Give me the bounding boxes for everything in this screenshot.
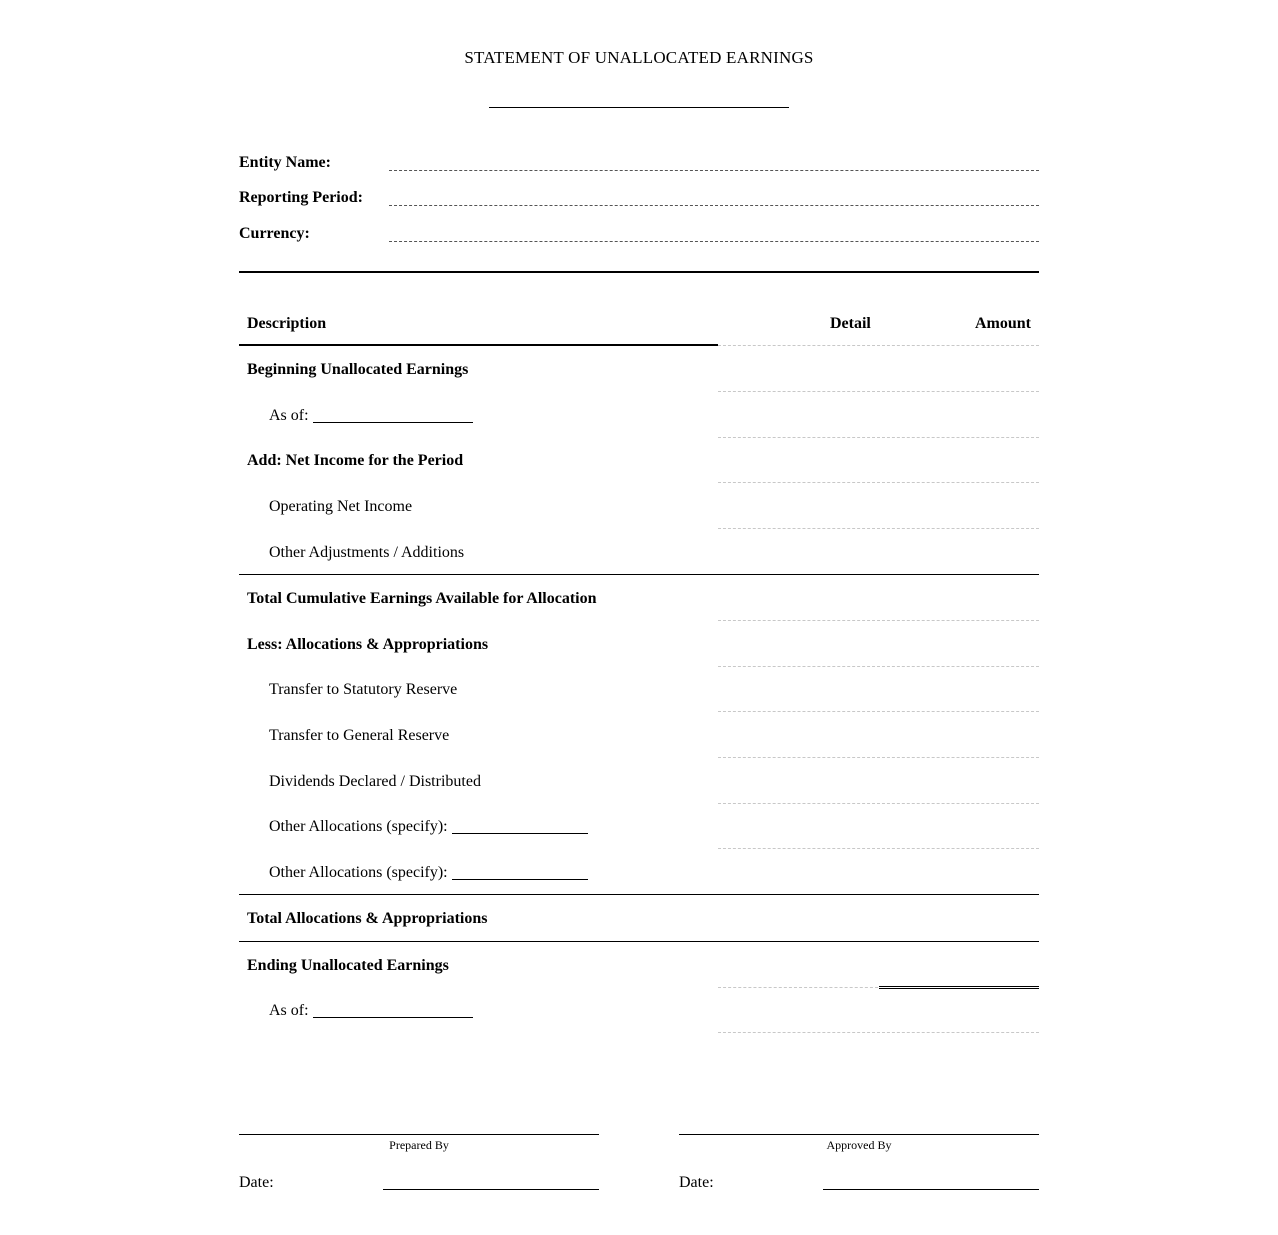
row-label: Total Allocations & Appropriations [247, 910, 488, 927]
prepared-date-line[interactable] [383, 1189, 599, 1190]
as-of-label: As of: [269, 1002, 309, 1019]
column-amount: Amount [975, 315, 1032, 332]
row-label: Dividends Declared / Distributed [269, 773, 481, 790]
row-label: Transfer to General Reserve [269, 727, 450, 744]
other-allocation-label: Other Allocations (specify): [269, 864, 448, 881]
amount-line[interactable] [718, 620, 1039, 621]
statement-form [239, 0, 1039, 1235]
document-title: STATEMENT OF UNALLOCATED EARNINGS [464, 48, 814, 67]
row-label [269, 864, 588, 882]
row-label: Beginning Unallocated Earnings [247, 361, 469, 378]
reporting-period-label: Reporting Period: [239, 189, 363, 206]
specify-blank[interactable] [452, 879, 588, 880]
amount-line[interactable] [718, 391, 1039, 392]
entity-name-row [239, 154, 1039, 178]
currency-field[interactable] [389, 241, 1039, 242]
table-row [239, 498, 1039, 544]
row-label: Ending Unallocated Earnings [247, 957, 449, 974]
amount-line[interactable] [718, 528, 1039, 529]
row-label: Add: Net Income for the Period [247, 452, 464, 469]
approved-by-caption: Approved By [826, 1138, 892, 1152]
amount-line[interactable] [718, 482, 1039, 483]
row-label: Less: Allocations & Appropriations [247, 636, 489, 653]
table-row [239, 407, 1039, 453]
amount-line[interactable] [718, 848, 1039, 849]
total-divider [239, 941, 1039, 942]
ending-total-double-underline [879, 986, 1039, 989]
amount-line[interactable] [718, 666, 1039, 667]
table-row [239, 681, 1039, 727]
row-label: Transfer to Statutory Reserve [269, 681, 458, 698]
table-row [239, 1002, 1039, 1048]
reporting-period-field[interactable] [389, 205, 1039, 206]
table-row [239, 452, 1039, 498]
prepared-by-signature-line[interactable] [239, 1134, 599, 1135]
row-label [269, 818, 588, 836]
subtotal-divider [239, 894, 1039, 895]
table-row [239, 910, 1039, 956]
as-of-blank[interactable] [313, 1017, 473, 1018]
amount-line[interactable] [718, 757, 1039, 758]
column-description: Description [247, 315, 327, 332]
table-row [239, 773, 1039, 819]
other-allocation-label: Other Allocations (specify): [269, 818, 448, 835]
approved-by-signature-line[interactable] [679, 1134, 1039, 1135]
table-row [239, 818, 1039, 864]
subtotal-divider [239, 574, 1039, 575]
reporting-period-row [239, 189, 1039, 213]
amount-line[interactable] [718, 803, 1039, 804]
row-label: Operating Net Income [269, 498, 413, 515]
header-divider [239, 271, 1039, 273]
table-row [239, 864, 1039, 910]
table-row [239, 727, 1039, 773]
approved-date-line[interactable] [823, 1189, 1039, 1190]
amount-line[interactable] [718, 1032, 1039, 1033]
table-row [239, 590, 1039, 636]
detail-line[interactable] [718, 987, 878, 988]
row-label: Total Cumulative Earnings Available for Allocation [247, 590, 597, 607]
title-underline [489, 107, 789, 108]
currency-row [239, 225, 1039, 249]
amount-line[interactable] [718, 437, 1039, 438]
description-header-rule [239, 344, 718, 346]
table-row [239, 636, 1039, 682]
as-of-blank[interactable] [313, 422, 473, 423]
column-detail: Detail [830, 315, 871, 332]
table-row [239, 544, 1039, 590]
row-label [269, 1002, 473, 1020]
amount-line[interactable] [718, 711, 1039, 712]
specify-blank[interactable] [452, 833, 588, 834]
entity-name-field[interactable] [389, 170, 1039, 171]
row-label [269, 407, 473, 425]
amount-header-rule [718, 345, 1039, 346]
approved-date-label: Date: [679, 1174, 714, 1191]
prepared-by-caption: Prepared By [389, 1138, 449, 1152]
entity-name-label: Entity Name: [239, 154, 331, 171]
table-row [239, 361, 1039, 407]
as-of-label: As of: [269, 407, 309, 424]
currency-label: Currency: [239, 225, 310, 242]
prepared-date-label: Date: [239, 1174, 274, 1191]
table-row [239, 957, 1039, 1003]
row-label: Other Adjustments / Additions [269, 544, 465, 561]
